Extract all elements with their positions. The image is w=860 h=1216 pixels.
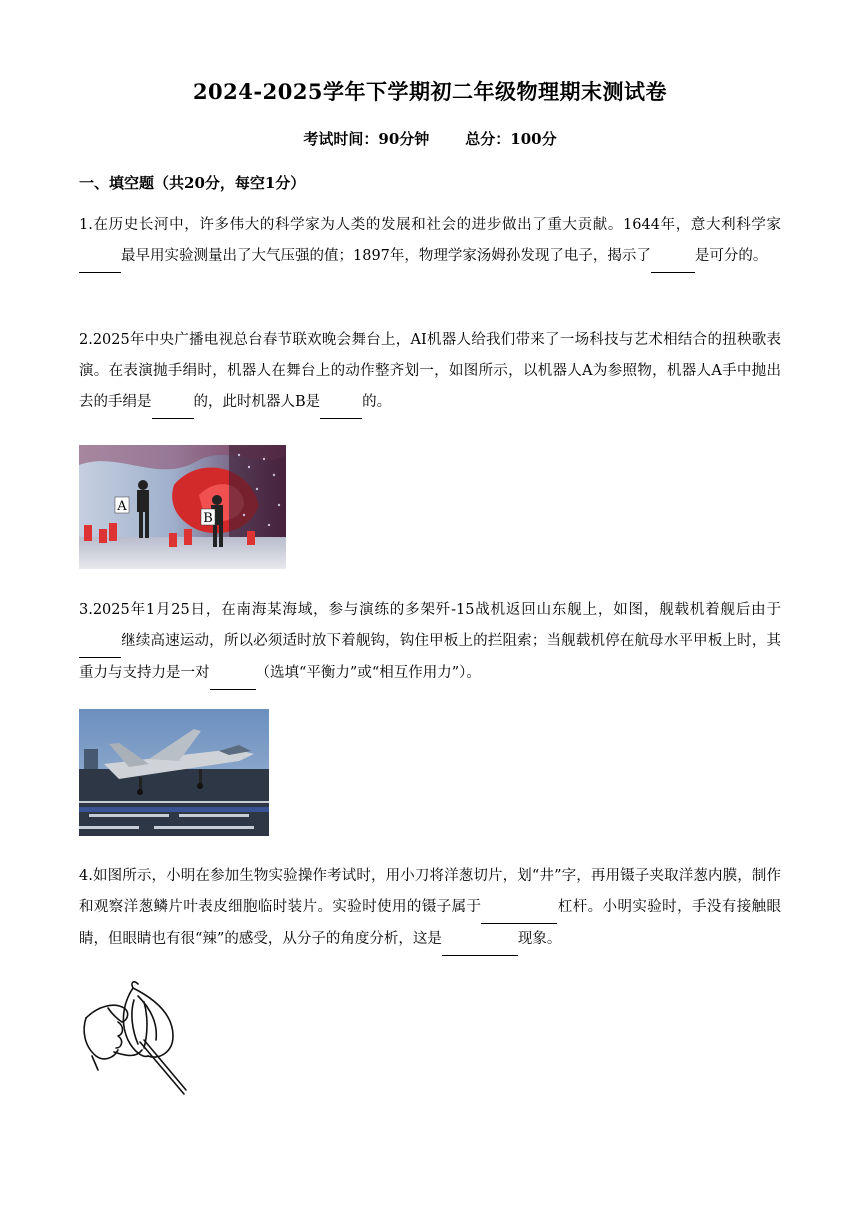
q1-blank-1[interactable]: [79, 241, 121, 273]
q1-text-a: 1.在历史长河中，许多伟大的科学家为人类的发展和社会的进步做出了重大贡献。1644年，意大利科学家: [79, 217, 781, 233]
robot-label-b: B: [203, 511, 213, 526]
q3-blank-1[interactable]: [79, 626, 121, 658]
q3-text-c: （选填“平衡力”或“相互作用力”）。: [255, 665, 481, 681]
q4-blank-2[interactable]: [442, 924, 518, 956]
q4-blank-1[interactable]: [481, 892, 557, 924]
q2-text-a: 2.2025年中央广播电视总台春节联欢晚会舞台上，AI机器人给我们带来了一场科技与艺术相结合的扭秧歌表演。在表演抛手绢时，机器人在舞台上的动作整齐划一，如图所示，以机器人A为参照物，机器人A手中抛出去的手绢是: [79, 332, 781, 410]
question-2: [79, 325, 781, 419]
onion-tweezers-drawing: [78, 978, 190, 1098]
exam-time: 考试时间：90分钟: [303, 130, 430, 148]
exam-info: [0, 128, 860, 149]
q4-text-c: 现象。: [517, 931, 562, 947]
question-4: [79, 861, 781, 956]
q2-blank-2[interactable]: [320, 387, 362, 419]
page-title: 2024-2025学年下学期初二年级物理期末测试卷: [192, 79, 668, 104]
question-3: [79, 595, 781, 690]
q2-blank-1[interactable]: [152, 387, 194, 419]
q4-text-a: 4.如图所示，小明在参加生物实验操作考试时，用小刀将洋葱切片，划“井”字，再用镊子夹取洋葱内膜，制作和观察洋葱鳞片叶表皮细胞临时装片。实验时使用的镊子属于: [79, 868, 781, 915]
question-1: [79, 210, 781, 273]
q2-text-c: 的。: [362, 394, 392, 410]
robot-label-a: A: [117, 499, 127, 514]
carrier-jet-image: [79, 709, 269, 836]
q3-text-a: 3.2025年1月25日，在南海某海域，参与演练的多架歼-15战机返回山东舰上，如图，舰载机着舰后由于: [79, 602, 781, 618]
q3-text-b: 继续高速运动，所以必须适时放下着舰钩，钩住甲板上的拦阻索；当舰载机停在航母水平甲板上时，其重力与支持力是一对: [79, 633, 781, 681]
total-score: 总分：100分: [465, 130, 557, 148]
q4-text-b: 杠杆。小明实验时，手没有接触眼睛，但眼睛也有很“辣”的感受，从分子的角度分析，这是: [79, 899, 782, 947]
q2-text-b: 的，此时机器人B是: [193, 394, 321, 410]
q1-blank-2[interactable]: [651, 241, 695, 273]
robot-stage-image: [79, 445, 286, 569]
section-heading: 一、填空题（共20分，每空1分）: [79, 174, 306, 192]
q1-text-b: 最早用实验测量出了大气压强的值；1897年，物理学家汤姆孙发现了电子，揭示了: [121, 248, 651, 264]
q1-text-c: 是可分的。: [694, 248, 768, 264]
q3-blank-2[interactable]: [210, 658, 256, 690]
